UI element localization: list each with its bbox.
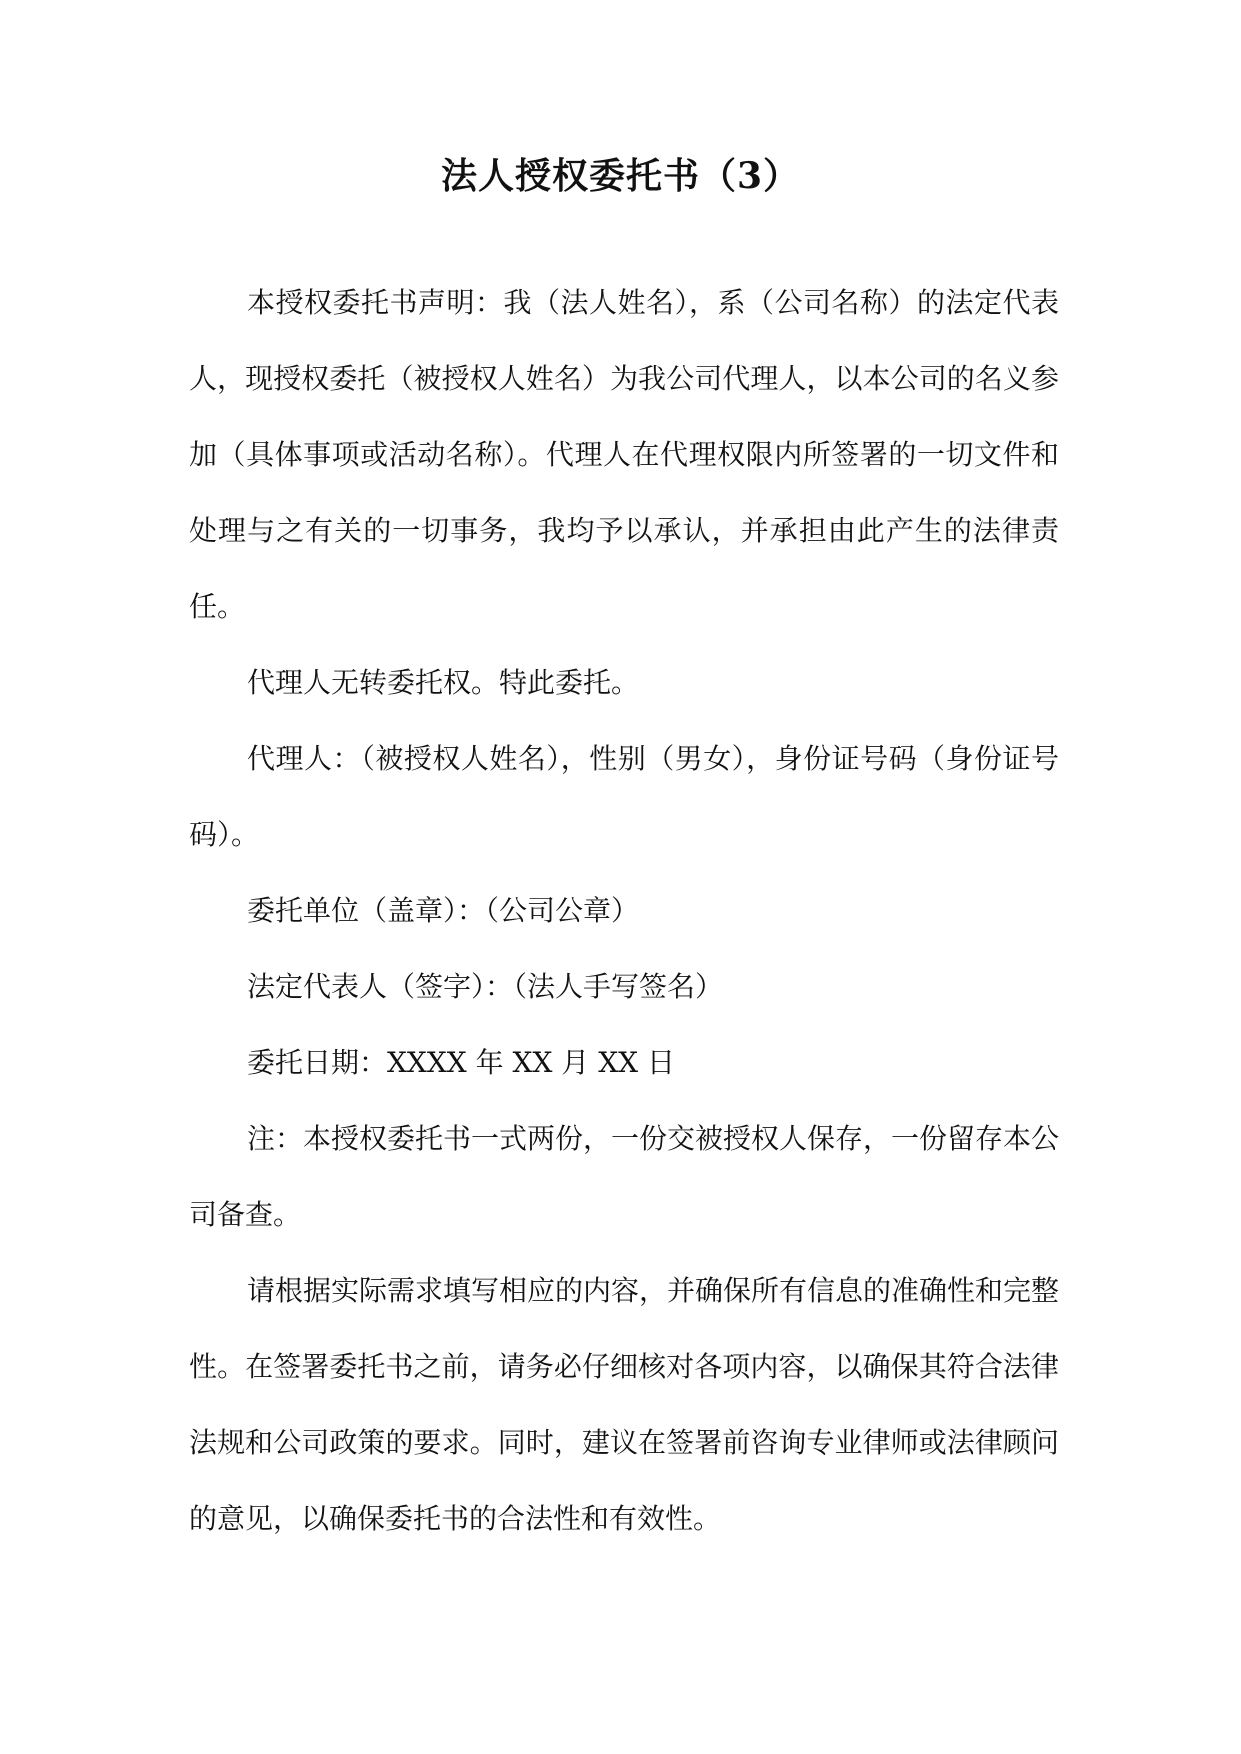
no-subdelegation-paragraph: 代理人无转委托权。特此委托。	[247, 666, 640, 699]
declaration-paragraph: 本授权委托书声明：我（法人姓名），系（公司名称）的法定代表人，现授权委托（被授权人姓名）为我公司代理人，以本公司的名义参加（具体事项或活动名称）。代理人在代理权限内所签署的一切文件和处理与之有关的一切事务，我均予以承认，并承担由此产生的法律责任。	[189, 286, 1059, 623]
note-paragraph: 注：本授权委托书一式两份，一份交被授权人保存，一份留存本公司备查。	[189, 1122, 1060, 1231]
document-title: 法人授权委托书（3）	[440, 155, 801, 197]
document-body	[189, 265, 1059, 1557]
entrusting-unit-line: 委托单位（盖章）：（公司公章）	[247, 894, 640, 927]
entrust-date-line: 委托日期：XXXX 年 XX 月 XX 日	[247, 1046, 675, 1079]
agent-info-paragraph: 代理人：（被授权人姓名），性别（男女），身份证号码（身份证号码）。	[189, 742, 1059, 851]
legal-representative-line: 法定代表人（签字）：（法人手写签名）	[247, 970, 724, 1003]
instructions-paragraph: 请根据实际需求填写相应的内容，并确保所有信息的准确性和完整性。在签署委托书之前，请务必仔细核对各项内容，以确保其符合法律法规和公司政策的要求。同时，建议在签署前咨询专业律师或法律顾问的意见，以确保委托书的合法性和有效性。	[189, 1274, 1060, 1535]
